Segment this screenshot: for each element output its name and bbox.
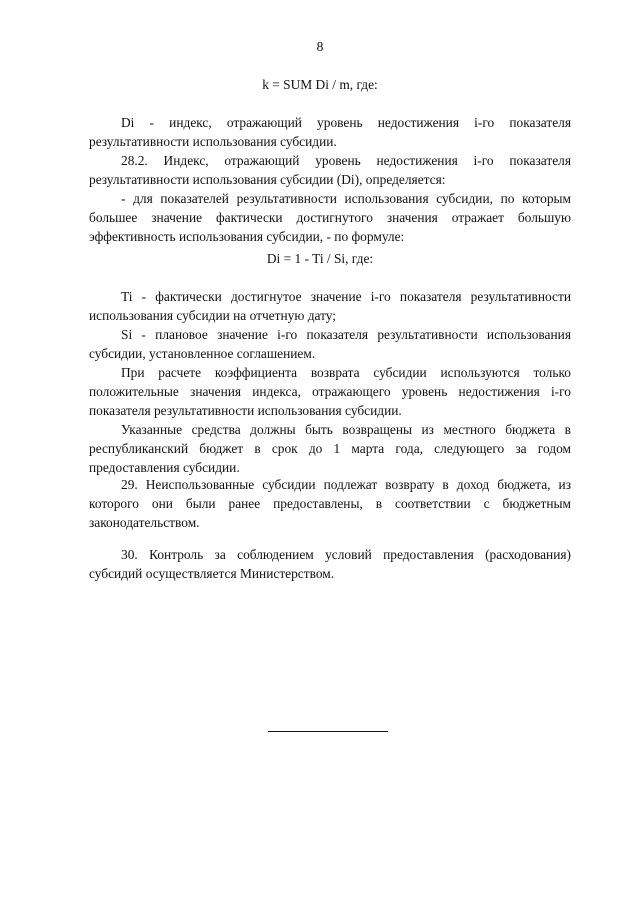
- clause-30-block: [89, 545, 571, 583]
- definition-ti: Ti - фактически достигнутое значение i-го показателя результативности использования субсидии на отчетную дату;: [89, 289, 571, 323]
- clause-30: 30. Контроль за соблюдением условий предоставления (расходования) субсидий осуществляется Министерством.: [89, 547, 571, 581]
- end-divider-line: [268, 731, 388, 732]
- definitions-block: [89, 113, 571, 246]
- clause-29-block: [89, 475, 571, 532]
- return-deadline-note: Указанные средства должны быть возвращены из местного бюджета в республиканский бюджет в срок до 1 марта года, следующего за годом предоставления субсидии.: [89, 422, 571, 475]
- page-number: 8: [316, 39, 324, 54]
- clause-29: 29. Неиспользованные субсидии подлежат возврату в доход бюджета, из которого они были ранее предоставлены, в соответствии с бюджетным законодательством.: [89, 477, 571, 530]
- clause-28-2-item: - для показателей результативности использования субсидии, по которым большее значение фактически достигнутого значения отражает большую эффективность использования субсидии, - по формуле:: [89, 191, 571, 244]
- definition-di: Di - индекс, отражающий уровень недостижения i-го показателя результативности использования субсидии.: [89, 115, 571, 149]
- formula-k: k = SUM Di / m, где:: [262, 77, 378, 92]
- variables-block: [89, 287, 571, 477]
- positive-values-note: При расчете коэффициента возврата субсидии используются только положительные значения индекса, отражающего уровень недостижения i-го показателя результативности использования субсидии.: [89, 365, 571, 418]
- clause-28-2: 28.2. Индекс, отражающий уровень недостижения i-го показателя результативности использования субсидии (Di), определяется:: [89, 153, 571, 187]
- formula-di: Di = 1 - Ti / Si, где:: [266, 251, 374, 266]
- definition-si: Si - плановое значение i-го показателя результативности использования субсидии, установленное соглашением.: [89, 327, 571, 361]
